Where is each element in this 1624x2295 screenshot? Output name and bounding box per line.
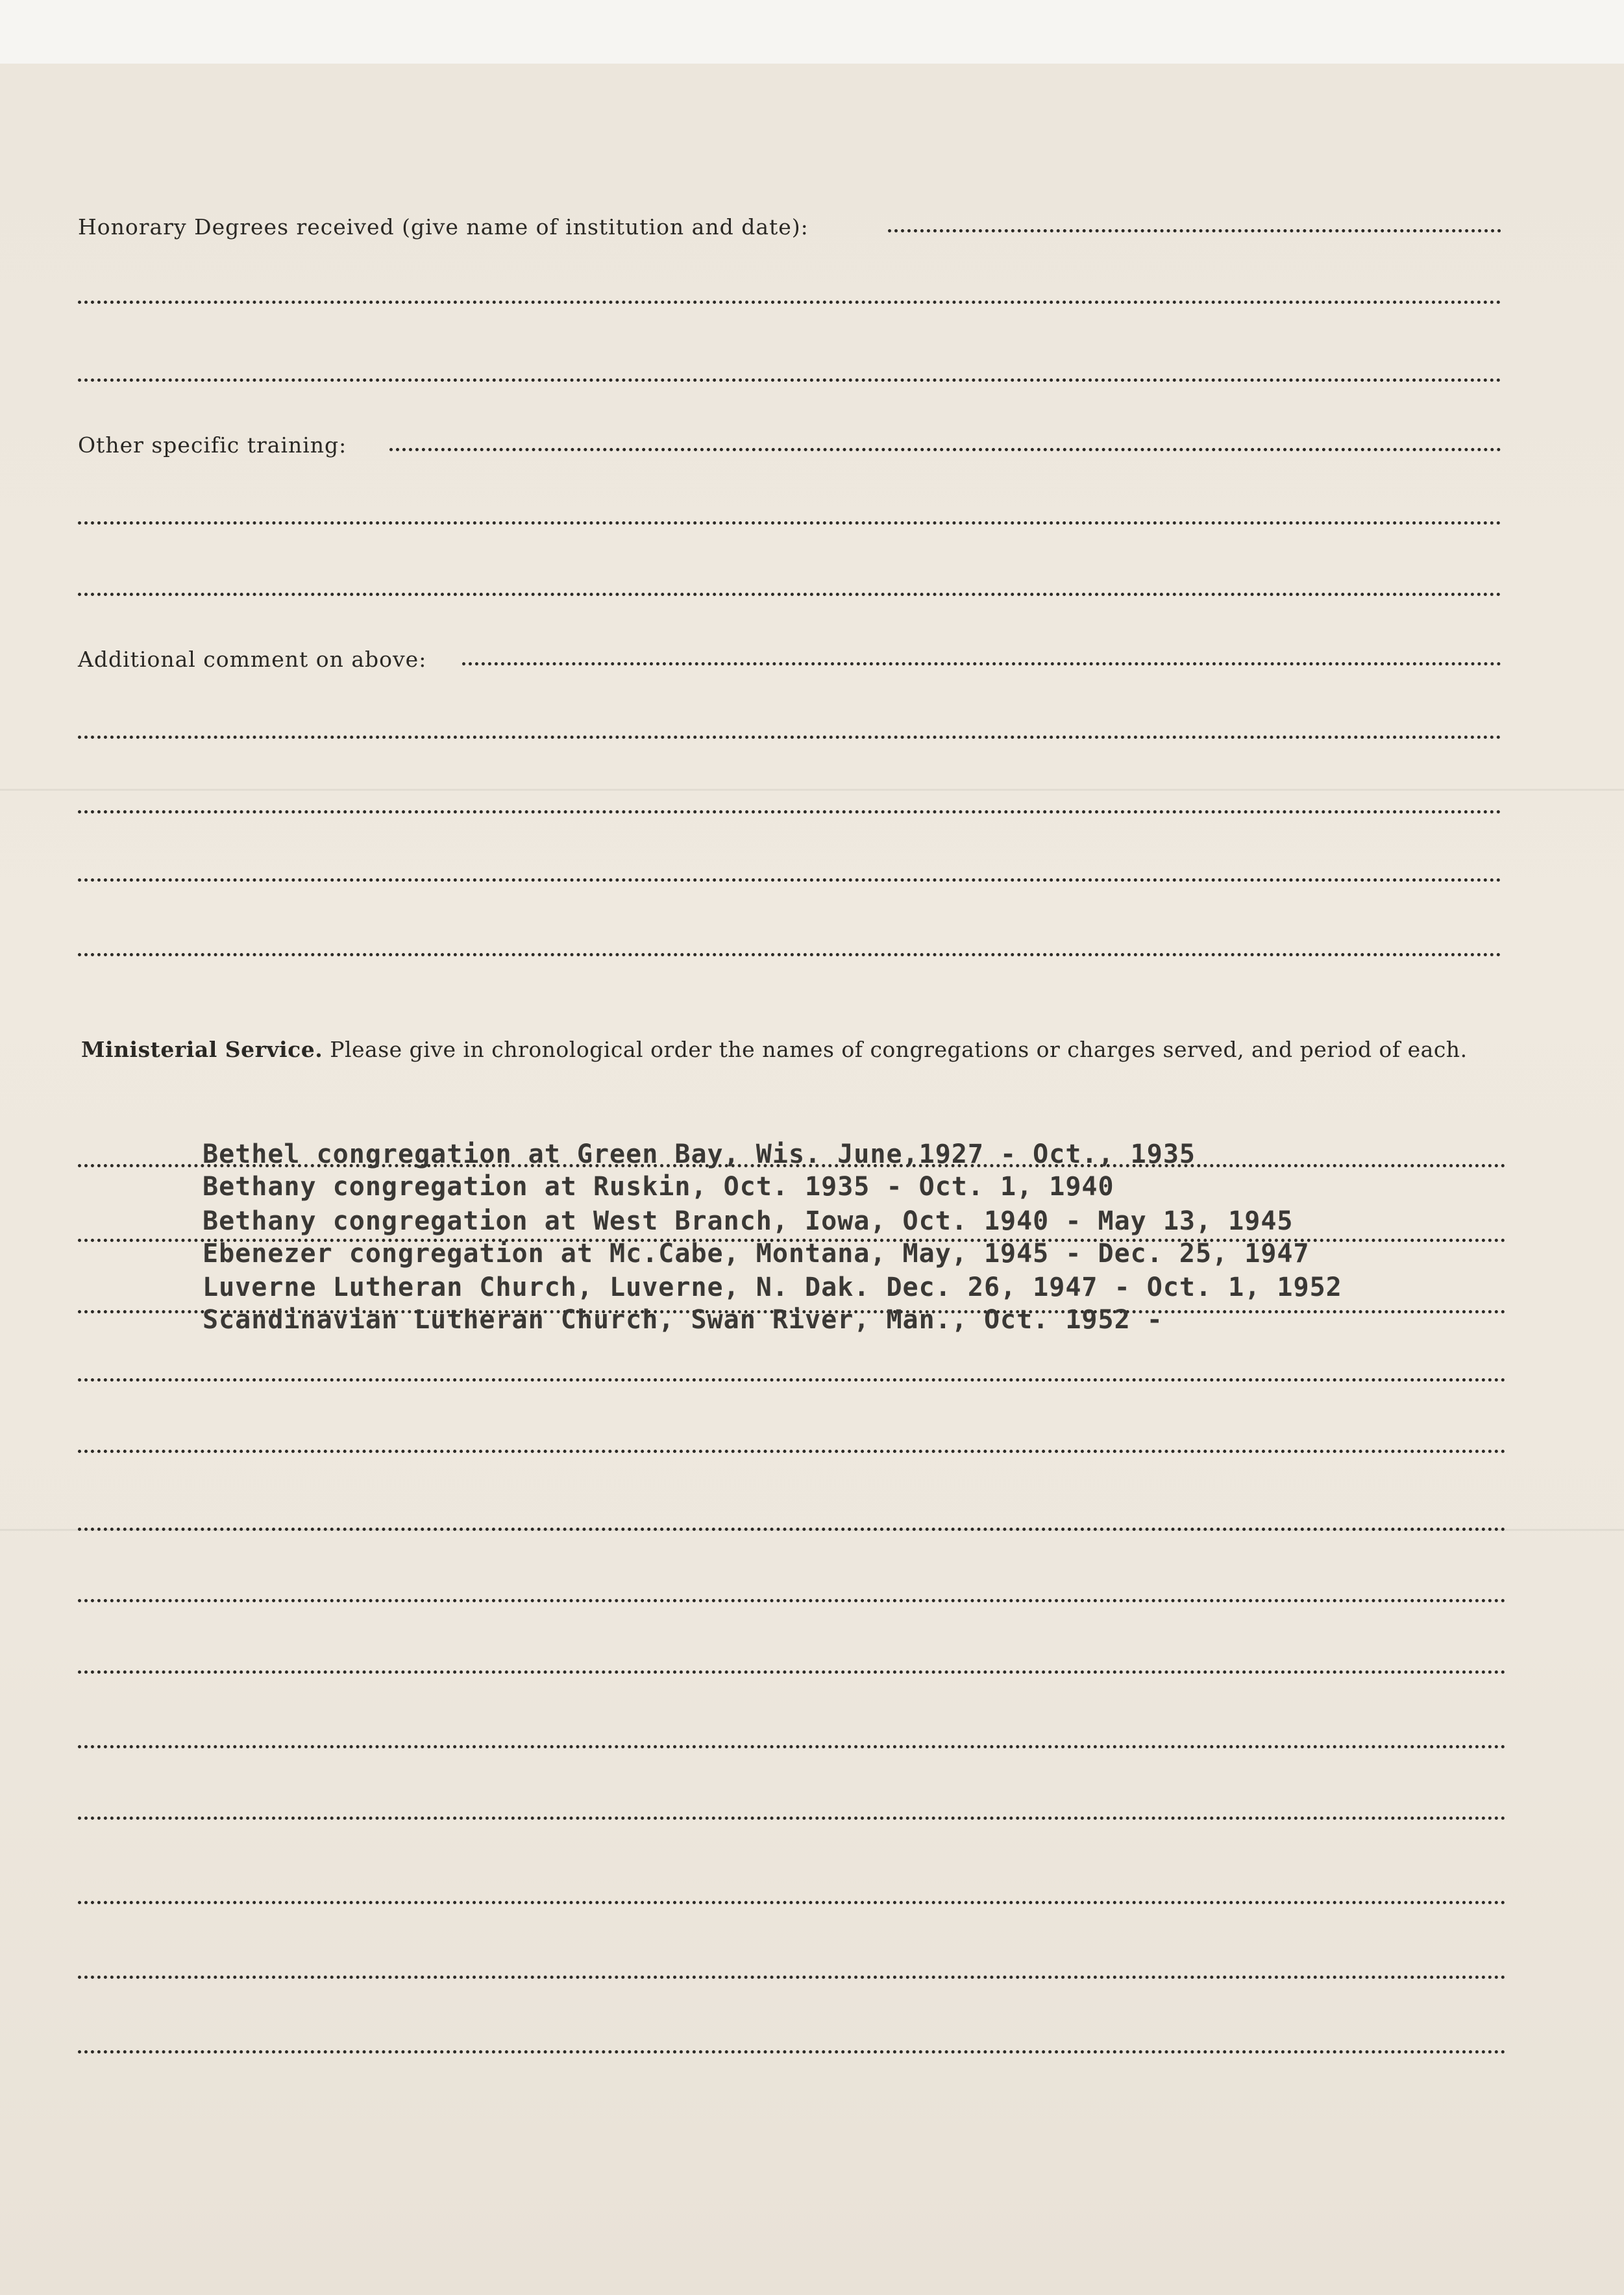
dotted-line [888,229,1501,232]
dotted-line [78,1901,1506,1904]
dotted-line [78,1976,1506,1979]
service-entry: Bethany congregation at West Branch, Iowa, Oct. 1940 - May 13, 1945 [203,1206,1294,1236]
dotted-line [78,1528,1506,1531]
service-entry: Luverne Lutheran Church, Luverne, N. Dak. Dec. 26, 1947 - Oct. 1, 1952 [203,1272,1342,1302]
dotted-line [78,1378,1506,1382]
ministerial-service-heading: Ministerial Service. [81,1037,323,1062]
honorary-degrees-label: Honorary Degrees received (give name of institution and date): [78,214,809,240]
dotted-line [78,878,1501,882]
dotted-line [78,521,1501,525]
dotted-line [389,448,1501,451]
dotted-line [462,662,1501,665]
ministerial-service-text: Please give in chronological order the names of congregations or charges served, and period of each. [330,1037,1468,1062]
dotted-line [78,736,1501,739]
ministerial-service-instructions [81,1027,1509,1073]
dotted-line [78,378,1501,382]
additional-comment-label: Additional comment on above: [78,647,427,672]
paper-fold [0,789,1624,791]
other-training-label: Other specific training: [78,432,347,458]
service-entry: Bethany congregation at Ruskin, Oct. 1935 - Oct. 1, 1940 [203,1172,1114,1202]
dotted-line [78,1599,1506,1602]
service-entry: Scandinavian Lutheran Church, Swan River, Man., Oct. 1952 - [203,1305,1163,1335]
dotted-line [78,953,1501,956]
dotted-line [78,301,1501,304]
dotted-line [78,1450,1506,1453]
dotted-line [78,2050,1506,2053]
dotted-line [78,1745,1506,1748]
dotted-line [78,810,1501,813]
service-entry: Bethel congregation at Green Bay, Wis. June,1927 - Oct., 1935 [203,1139,1196,1169]
dotted-line [78,1670,1506,1674]
dotted-line [78,1817,1506,1820]
service-entry: Ebenezer congregation at Mc.Cabe, Montana, May, 1945 - Dec. 25, 1947 [203,1239,1310,1269]
dotted-line [78,593,1501,596]
